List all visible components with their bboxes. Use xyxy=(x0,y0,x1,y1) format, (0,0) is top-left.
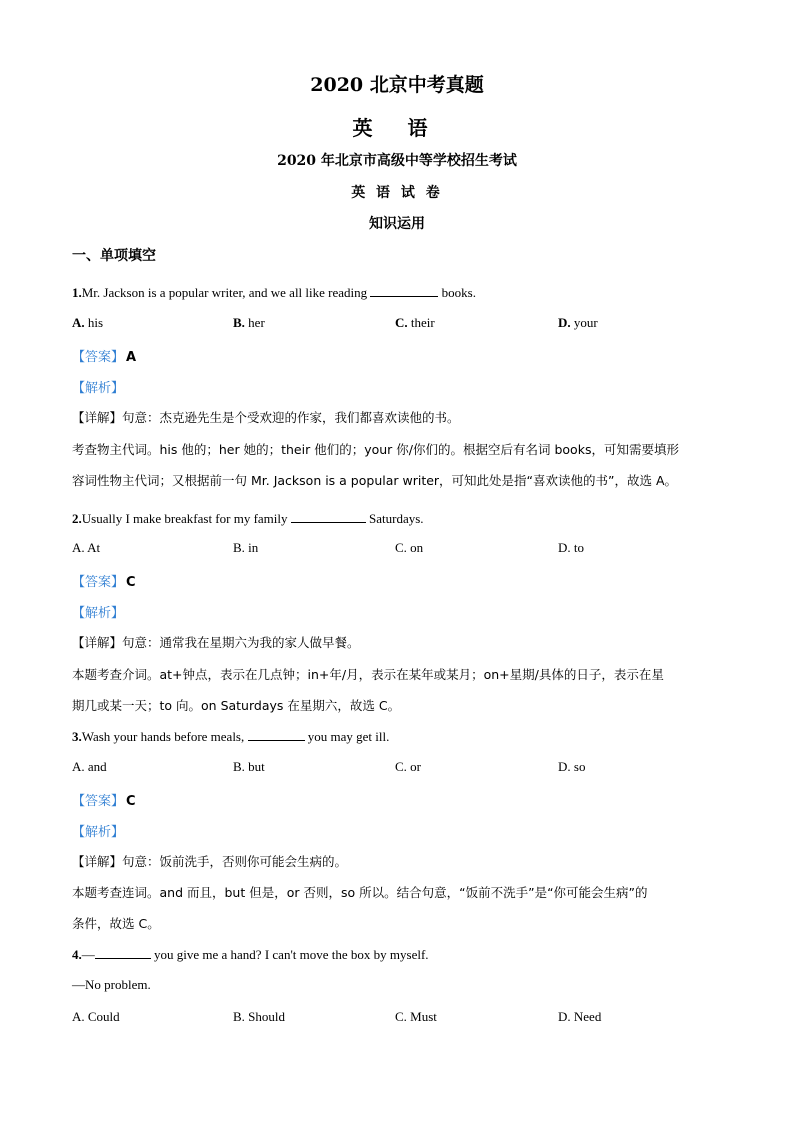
question-text: you give me a hand? I can't move the box by myself. xyxy=(150,947,429,962)
option-b: B. in xyxy=(233,540,259,555)
answer-blank xyxy=(291,510,366,523)
option-c: C. on xyxy=(395,540,424,555)
option-a: A. At xyxy=(72,540,101,555)
question-4-options xyxy=(72,1009,732,1027)
answer-value: C xyxy=(126,575,136,590)
answer-value: C xyxy=(126,794,136,809)
option-b: B. but xyxy=(233,759,265,774)
analysis-label: 【解析】 xyxy=(72,606,125,621)
detail-text: 【详解】句意：饭前洗手，否则你可能会生病的。 xyxy=(72,854,348,869)
document-title: 2020 北京中考真题 xyxy=(310,74,484,96)
dialogue-reply: —No problem. xyxy=(72,977,151,992)
answer-blank xyxy=(95,946,151,959)
question-2-options xyxy=(72,540,732,558)
analysis-label: 【解析】 xyxy=(72,381,125,396)
question-text: — xyxy=(81,947,95,962)
explanation-line: 容词性物主代词；又根据前一句 Mr. Jackson is a popular writer，可知此处是指“喜欢读他的书”，故选 A。 xyxy=(72,473,678,488)
answer-label: 【答案】 C xyxy=(72,575,136,590)
question-2 xyxy=(72,510,732,527)
option-a: A. Could xyxy=(72,1009,120,1024)
question-text: books. xyxy=(438,285,476,300)
option-a: A. his xyxy=(72,315,104,330)
answer-blank xyxy=(370,284,438,297)
option-b: B. her xyxy=(233,315,265,330)
option-b: B. Should xyxy=(233,1009,286,1024)
subject-title: 英 语 xyxy=(352,116,442,140)
option-d: D. your xyxy=(558,315,598,330)
question-3 xyxy=(72,728,732,745)
section-heading: 一、单项填空 xyxy=(72,248,156,264)
exam-name: 2020 年北京市高级中等学校招生考试 xyxy=(277,153,517,169)
option-c: C. their xyxy=(395,315,435,330)
option-d: D. so xyxy=(558,759,586,774)
answer-value: A xyxy=(126,350,137,365)
question-text: Saturdays. xyxy=(365,511,424,526)
answer-blank xyxy=(248,728,305,741)
question-3-options xyxy=(72,759,732,777)
detail-text: 【详解】句意：通常我在星期六为我的家人做早餐。 xyxy=(72,635,360,650)
question-text: Usually I make breakfast for my family xyxy=(81,511,291,526)
question-4 xyxy=(72,946,732,963)
option-d: D. to xyxy=(558,540,585,555)
explanation-line: 考查物主代词。his 他的；her 她的；their 他们的；your 你/你们的。根据空后有名词 books，可知需要填形 xyxy=(72,442,679,457)
question-number: 3. xyxy=(72,729,82,744)
question-1 xyxy=(72,284,732,301)
detail-text: 【详解】句意：杰克逊先生是个受欢迎的作家，我们都喜欢读他的书。 xyxy=(72,410,460,425)
analysis-label: 【解析】 xyxy=(72,825,125,840)
option-a: A. and xyxy=(72,759,107,774)
explanation-line: 期几或某一天；to 向。on Saturdays 在星期六，故选 C。 xyxy=(72,698,401,713)
question-1-options xyxy=(72,315,732,333)
question-text: you may get ill. xyxy=(304,729,390,744)
explanation-line: 本题考查连词。and 而且，but 但是，or 否则，so 所以。结合句意，“饭前不洗手”是“你可能会生病”的 xyxy=(72,885,648,900)
question-text: Wash your hands before meals, xyxy=(81,729,248,744)
explanation-line: 条件，故选 C。 xyxy=(72,916,160,931)
option-c: C. or xyxy=(395,759,422,774)
part-title: 知识运用 xyxy=(369,216,425,232)
question-number: 2. xyxy=(72,511,82,526)
question-text: Mr. Jackson is a popular writer, and we all like reading xyxy=(81,285,371,300)
answer-label: 【答案】 A xyxy=(72,350,137,365)
option-c: C. Must xyxy=(395,1009,437,1024)
explanation-line: 本题考查介词。at+钟点，表示在几点钟；in+年/月，表示在某年或某月；on+星期/具体的日子，表示在星 xyxy=(72,667,664,682)
answer-label: 【答案】 C xyxy=(72,794,136,809)
option-d: D. Need xyxy=(558,1009,602,1024)
question-number: 1. xyxy=(72,285,82,300)
question-number: 4. xyxy=(72,947,82,962)
paper-name: 英 语 试 卷 xyxy=(351,185,443,201)
